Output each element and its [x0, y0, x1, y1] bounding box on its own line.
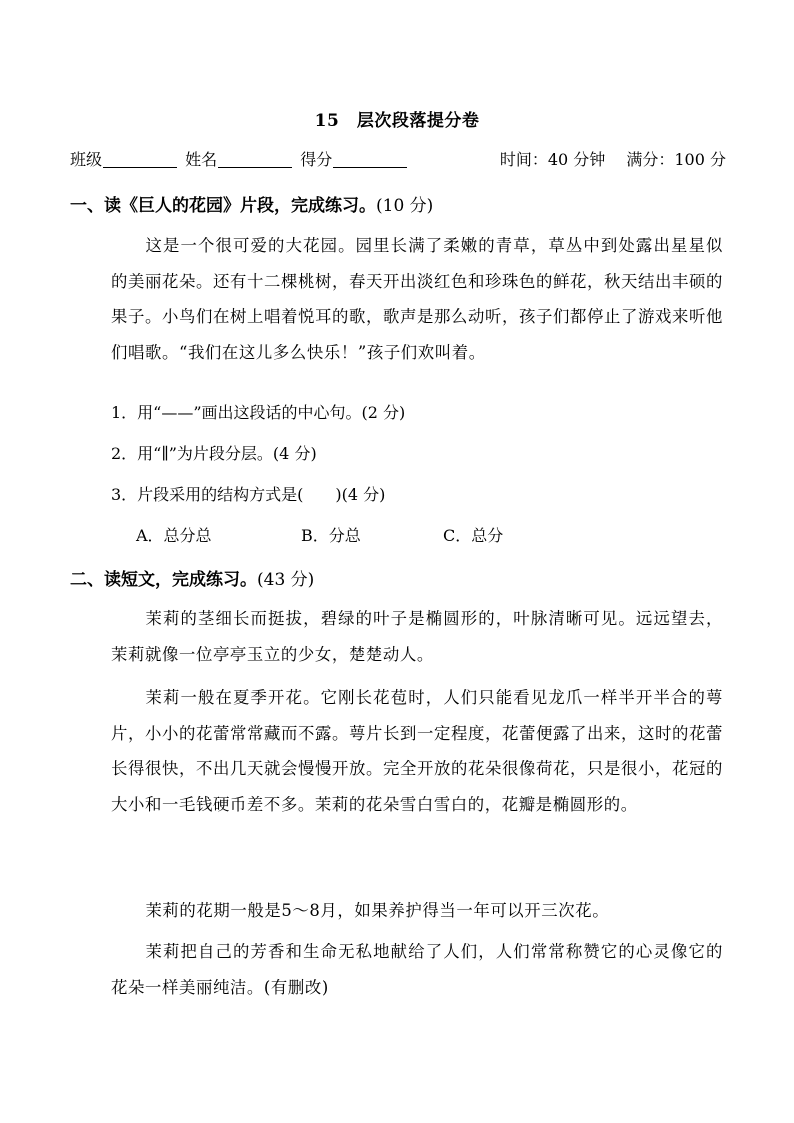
- page-title: 15 层次段落提分卷: [314, 111, 480, 131]
- score-blank[interactable]: [333, 151, 407, 168]
- option-b[interactable]: B．分总: [301, 526, 361, 545]
- class-blank[interactable]: [103, 151, 177, 168]
- student-info-row: [70, 147, 726, 170]
- section-title-1: 一、读《巨人的花园》片段，完成练习。: [70, 196, 376, 216]
- question-2: 2．用“∥”为片段分层。(4 分): [111, 444, 317, 463]
- score-label: 得分: [300, 150, 333, 169]
- option-a[interactable]: A．总分总: [136, 526, 212, 545]
- full-score: 满分：100 分: [626, 150, 726, 169]
- option-c[interactable]: C．总分: [443, 526, 504, 545]
- passage-giant-garden: 这是一个很可爱的大花园。园里长满了柔嫩的青草，草丛中到处露出星星似的美丽花朵。还有十二棵桃树，春天开出淡红色和珍珠色的鲜花，秋天结出丰硕的果子。小鸟们在树上唱着悦耳的歌，歌声是那么动听，孩子们都停止了游戏来听他们唱歌。“我们在这儿多么快乐！”孩子们欢叫着。: [111, 236, 723, 362]
- section-heading-1: [70, 191, 433, 216]
- question-1: 1．用“——”画出这段话的中心句。(2 分): [111, 403, 406, 422]
- name-label: 姓名: [185, 150, 218, 169]
- section-heading-2: [70, 565, 314, 590]
- question-3: 3．片段采用的结构方式是( )(4 分): [111, 485, 386, 504]
- section-points-2: (43 分): [257, 570, 315, 590]
- section-points-1: (10 分): [376, 196, 434, 216]
- article-paragraph-3: 茉莉的花期一般是5～8月，如果养护得当一年可以开三次花。: [145, 901, 610, 920]
- name-blank[interactable]: [218, 151, 292, 168]
- article-paragraph-4: 茉莉把自己的芳香和生命无私地献给了人们，人们常常称赞它的心灵像它的花朵一样美丽纯洁。(有删改): [111, 942, 723, 997]
- exam-meta: [500, 147, 726, 170]
- time-limit: 时间：40 分钟: [499, 150, 606, 169]
- class-label: 班级: [70, 150, 103, 169]
- article-paragraph-1: 茉莉的茎细长而挺拔，碧绿的叶子是椭圆形的，叶脉清晰可见。远远望去，茉莉就像一位亭亭玉立的少女，楚楚动人。: [111, 609, 723, 664]
- section-title-2: 二、读短文，完成练习。: [70, 570, 257, 590]
- article-paragraph-2: 茉莉一般在夏季开花。它刚长花苞时，人们只能看见龙爪一样半开半合的萼片，小小的花蕾常常藏而不露。萼片长到一定程度，花蕾便露了出来，这时的花蕾长得很快，不出几天就会慢慢开放。完全开放的花朵很像荷花，只是很小，花冠的大小和一毛钱硬币差不多。茉莉的花朵雪白雪白的，花瓣是椭圆形的。: [111, 688, 723, 814]
